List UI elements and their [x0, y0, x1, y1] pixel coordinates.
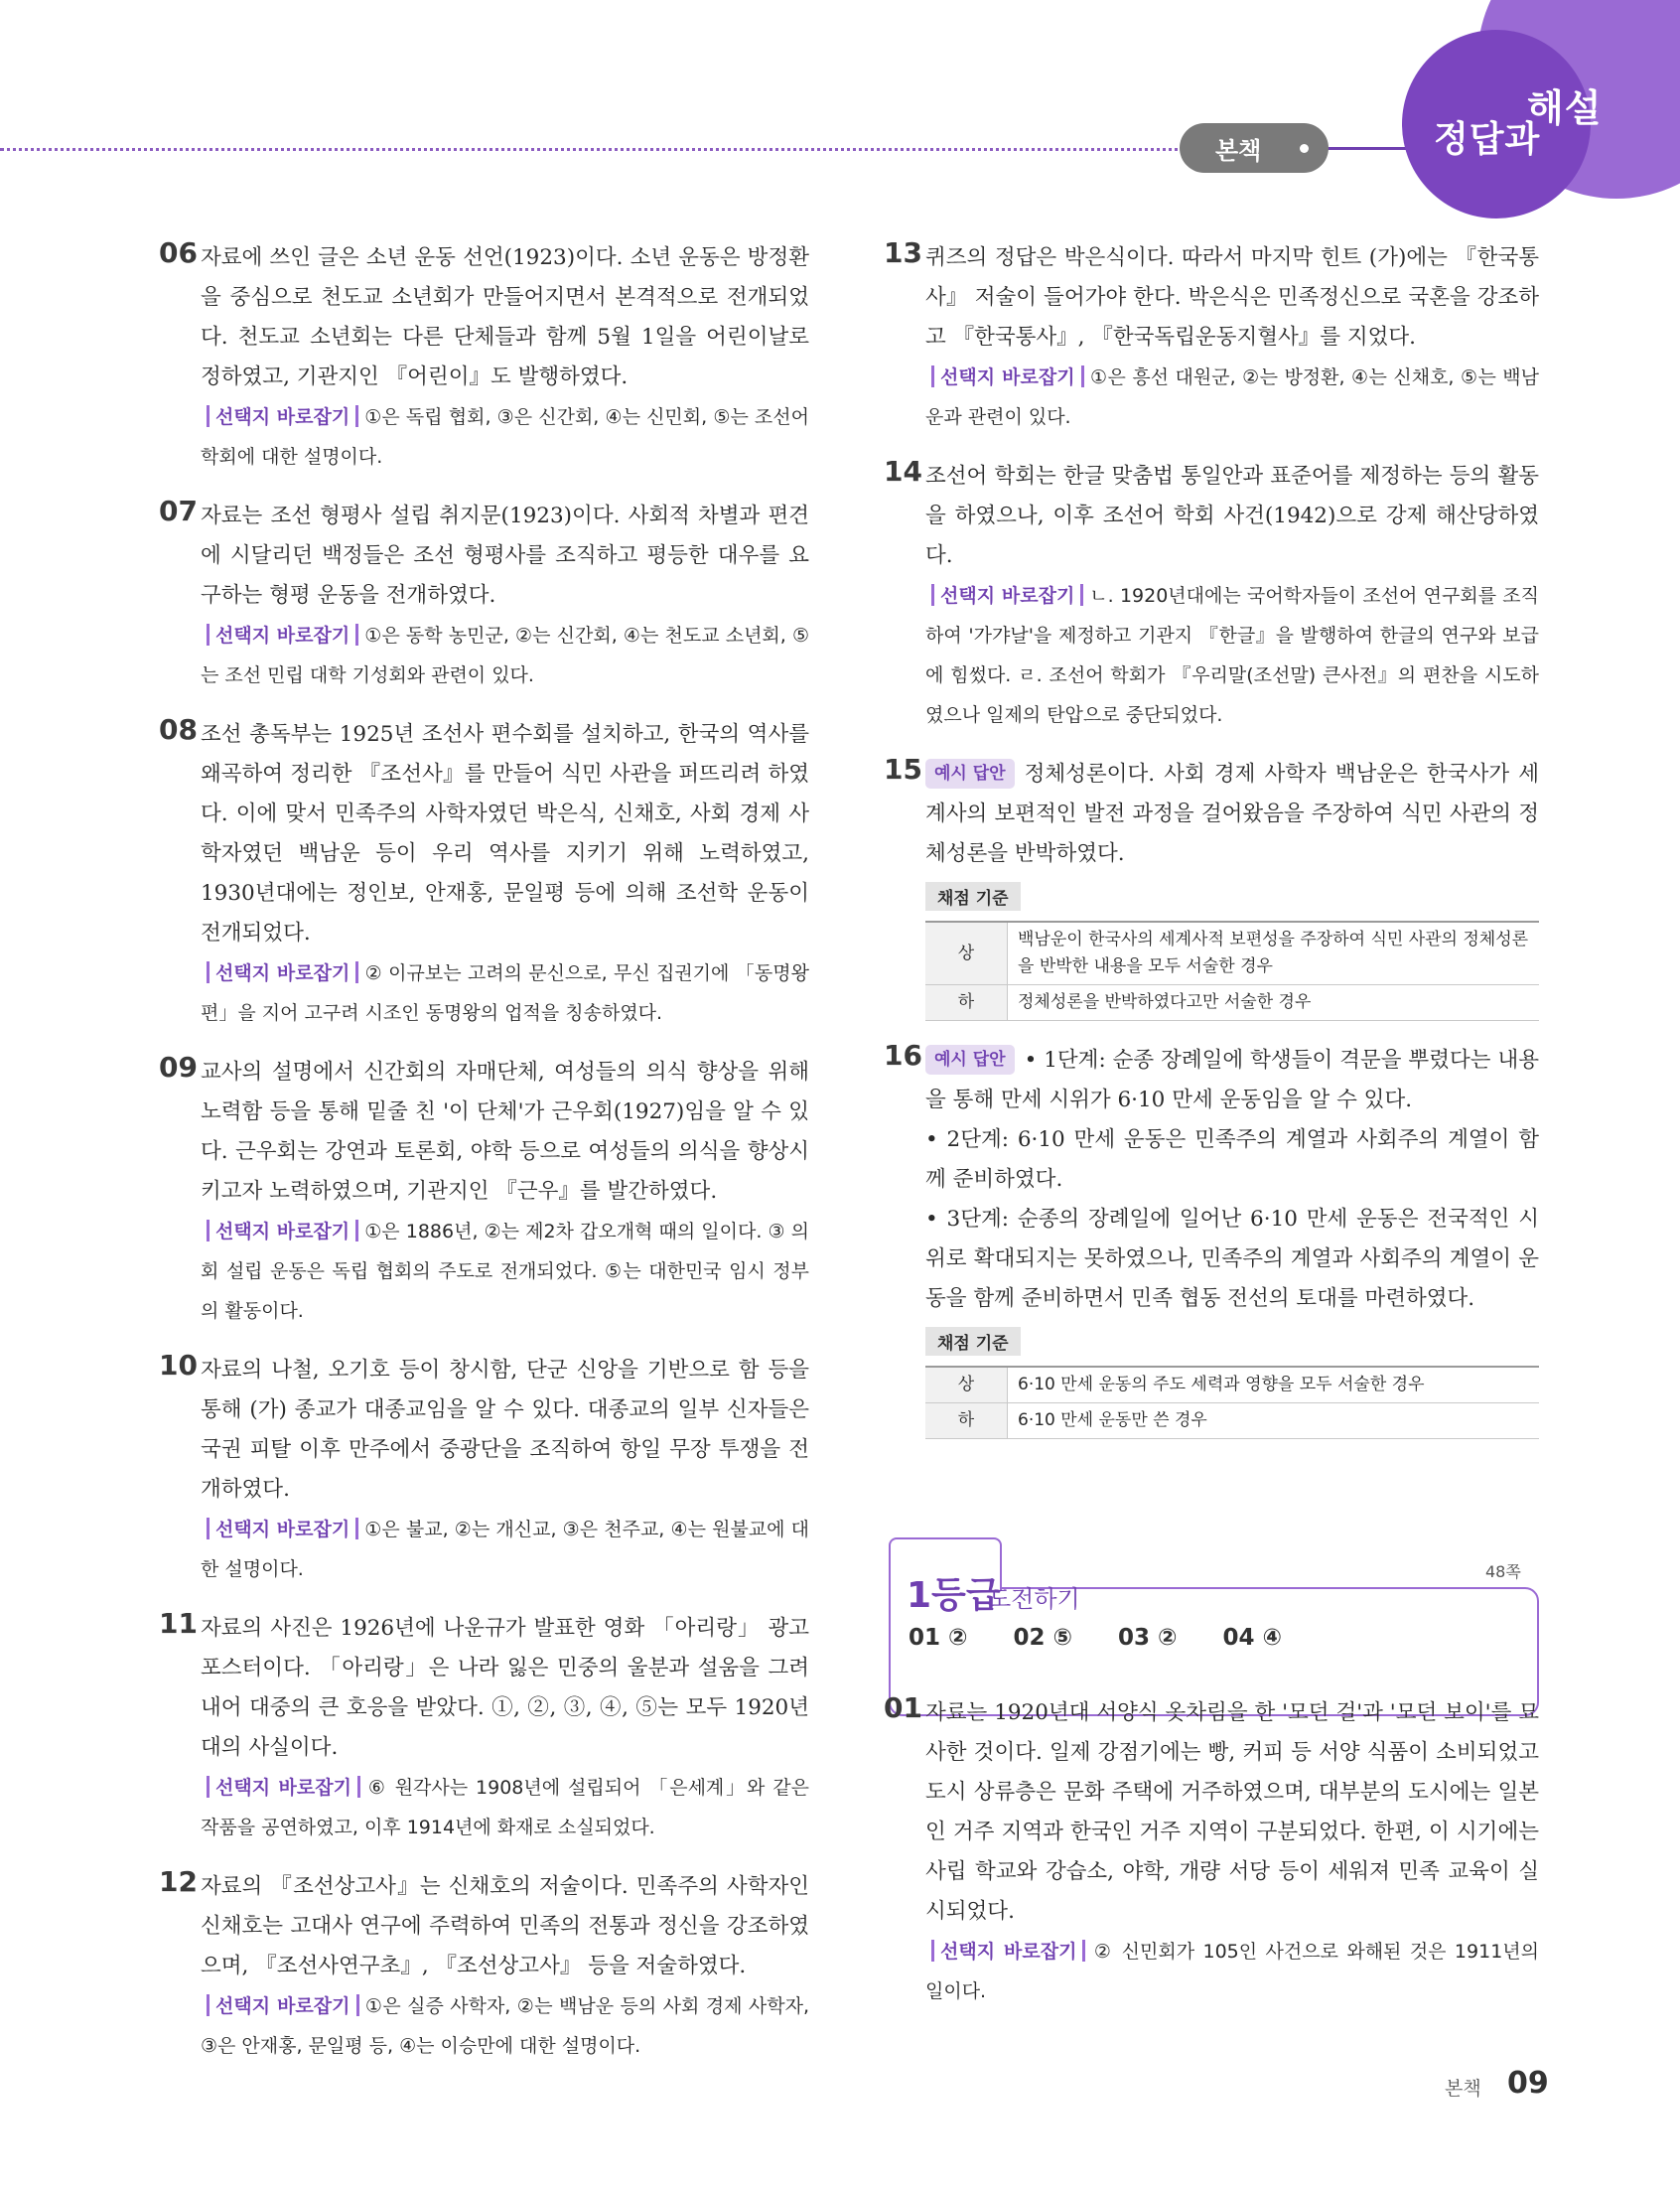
challenge-question-01	[884, 1693, 1539, 2011]
section-label: 본책	[1215, 136, 1262, 165]
question-08	[159, 715, 809, 1033]
answer-tip	[925, 576, 1539, 735]
criteria-level: 상	[925, 922, 1008, 985]
question-text: 자료의 사진은 1926년에 나운규가 발표한 영화 「아리랑」 광고 포스터이다. 「아리랑」은 나라 잃은 민중의 울분과 설움을 그려 내어 대중의 큰 호응을 받았다. ①, ②, ③, ④, ⑤는 모두 1920년대의 사실이다.	[201, 1616, 809, 1760]
tip-text: ㄴ. 1920년대에는 국어학자들이 조선어 연구회를 조직하여 '가갸날'을 제정하고 기관지 『한글』을 발행하여 한글의 연구와 보급에 힘썼다. ㄹ. 조선어 학회가 『우리말(조선말) 큰사전』의 편찬을 시도하였으나 일제의 탄압으로 중단되었다.	[925, 585, 1540, 726]
question-text: 자료의 나철, 오기호 등이 창시함, 단군 신앙을 기반으로 함 등을 통해 (가) 종교가 대종교임을 알 수 있다. 대종교의 일부 신자들은 국권 피탈 이후 만주에서 중광단을 조직하여 항일 무장 투쟁을 전개하였다.	[201, 1358, 809, 1502]
question-text: 교사의 설명에서 신간회의 자매단체, 여성들의 의식 향상을 위해 노력함 등을 통해 밑줄 친 '이 단체'가 근우회(1927)임을 알 수 있다. 근우회는 강연과 토론회, 야학 등으로 여성들의 의식을 향상시키고자 노력하였으며, 기관지인 『근우』를 발간하였다.	[201, 1060, 809, 1204]
footer-label: 본책	[1445, 2078, 1481, 2100]
question-12	[159, 1867, 809, 2066]
question-number: 12	[159, 1865, 198, 1898]
question-text	[925, 1041, 1539, 1319]
question-number: 10	[159, 1349, 198, 1382]
question-11	[159, 1609, 809, 1847]
answer-tip	[201, 1510, 809, 1589]
example-answer-badge: 예시 답안	[925, 759, 1015, 789]
question-text: 조선어 학회는 한글 맞춤법 통일안과 표준어를 제정하는 등의 활동을 하였으나, 이후 조선어 학회 사건(1942)으로 강제 해산당하였다.	[925, 464, 1539, 568]
question-16	[884, 1041, 1539, 1439]
question-09	[159, 1053, 809, 1331]
tip-label: 선택지 바로잡기	[215, 1519, 350, 1540]
question-number: 13	[884, 236, 922, 269]
criteria-desc: 6·10 만세 운동의 주도 세력과 영향을 모두 서술한 경우	[1008, 1367, 1540, 1403]
tip-label: 선택지 바로잡기	[215, 1777, 351, 1799]
example-answer-badge: 예시 답안	[925, 1045, 1015, 1075]
challenge-page-ref: 48쪽	[1479, 1559, 1527, 1582]
question-text: 퀴즈의 정답은 박은식이다. 따라서 마지막 힌트 (가)에는 『한국통사』 저술이 들어가야 한다. 박은식은 민족정신으로 국혼을 강조하고 『한국통사』, 『한국독립운동지혈사』를 지었다.	[925, 245, 1539, 350]
badge-title: 정답과	[1434, 119, 1541, 160]
question-number: 08	[159, 713, 198, 746]
question-number: 14	[884, 455, 922, 488]
answer-line: • 1단계: 순종 장례일에 학생들이 격문을 뿌렸다는 내용을 통해 만세 시위가 6·10 만세 운동임을 알 수 있다.	[925, 1048, 1539, 1112]
challenge-subtitle: 도전하기	[988, 1585, 1080, 1613]
challenge-title: 1등급	[907, 1575, 1001, 1616]
tip-label: 선택지 바로잡기	[940, 1941, 1077, 1963]
section-tab	[1180, 123, 1329, 173]
question-number: 06	[159, 236, 198, 269]
tip-label: 선택지 바로잡기	[215, 1221, 350, 1242]
question-text: 자료의 『조선상고사』는 신채호의 저술이다. 민족주의 사학자인 신채호는 고대사 연구에 주력하여 민족의 전통과 정신을 강조하였으며, 『조선사연구초』, 『조선상고사』 등을 저술하였다.	[201, 1874, 809, 1978]
tip-text: ①은 동학 농민군, ②는 신간회, ④는 천도교 소년회, ⑤는 조선 민립 대학 기성회와 관련이 있다.	[201, 625, 810, 686]
criteria-table	[925, 921, 1539, 1021]
tip-text: ①은 독립 협회, ③은 신간회, ④는 신민회, ⑤는 조선어 학회에 대한 설명이다.	[201, 406, 809, 468]
tip-label: 선택지 바로잡기	[940, 366, 1075, 388]
question-number: 11	[159, 1607, 198, 1640]
answer-tip	[201, 1212, 809, 1331]
challenge-answers	[909, 1625, 1320, 1651]
answer-item: 02 ⑤	[1013, 1625, 1073, 1651]
tip-text: ② 신민회가 105인 사건으로 와해된 것은 1911년의 일이다.	[925, 1941, 1539, 2002]
answer-item: 01 ②	[909, 1625, 968, 1651]
badge-subtitle: 해설	[1527, 86, 1603, 130]
question-number: 16	[884, 1039, 922, 1072]
tip-text: ①은 실증 사학자, ②는 백남운 등의 사회 경제 사학자, ③은 안재홍, 문일평 등, ④는 이승만에 대한 설명이다.	[201, 1995, 810, 2057]
question-text: 조선 총독부는 1925년 조선사 편수회를 설치하고, 한국의 역사를 왜곡하여 정리한 『조선사』를 만들어 식민 사관을 퍼뜨리려 하였다. 이에 맞서 민족주의 사학자였던 박은식, 신채호, 사회 경제 사학자였던 백남운 등이 우리 역사를 지키기 위해 노력하였고, 1930년대에는 정인보, 안재홍, 문일평 등에 의해 조선학 운동이 전개되었다.	[201, 722, 809, 946]
page-number: 09	[1507, 2066, 1549, 2101]
question-number: 15	[884, 753, 922, 786]
answer-line: • 3단계: 순종의 장례일에 일어난 6·10 만세 운동은 전국적인 시위로 확대되지는 못하였으나, 민족주의 계열과 사회주의 계열이 운동을 함께 준비하면서 민족 협동 전선의 토대를 마련하였다.	[925, 1207, 1539, 1311]
question-text	[925, 755, 1539, 874]
criteria-desc: 6·10 만세 운동만 쓴 경우	[1008, 1403, 1540, 1439]
question-14	[884, 457, 1539, 735]
table-row	[925, 922, 1539, 985]
answer-tip	[201, 1768, 809, 1847]
answer-tip	[201, 953, 809, 1033]
table-row	[925, 985, 1539, 1021]
tip-label: 선택지 바로잡기	[215, 1995, 350, 2017]
criteria-desc: 백남운이 한국사의 세계사적 보편성을 주장하여 식민 사관의 정체성론을 반박한 내용을 모두 서술한 경우	[1008, 922, 1540, 985]
question-text: 자료는 1920년대 서양식 옷차림을 한 '모던 걸'과 '모던 보이'를 묘사한 것이다. 일제 강점기에는 빵, 커피 등 서양 식품이 소비되었고 도시 상류층은 문화 주택에 거주하였으며, 대부분의 도시에는 일본인 거주 지역과 한국인 거주 지역이 구분되었다. 한편, 이 시기에는 사립 학교와 강습소, 야학, 개량 서당 등이 세워져 민족 교육이 실시되었다.	[925, 1700, 1539, 1924]
challenge-question-column	[884, 1693, 1539, 2031]
right-column	[884, 238, 1539, 1459]
criteria-desc: 정체성론을 반박하였다고만 서술한 경우	[1008, 985, 1540, 1021]
criteria-level: 하	[925, 1403, 1008, 1439]
tip-text: ② 이규보는 고려의 문신으로, 무신 집권기에 「동명왕편」을 지어 고구려 시조인 동명왕의 업적을 칭송하였다.	[201, 962, 809, 1024]
question-10	[159, 1351, 809, 1589]
tip-label: 선택지 바로잡기	[215, 962, 350, 984]
table-row	[925, 1403, 1539, 1439]
answer-item: 03 ②	[1118, 1625, 1178, 1651]
tip-label: 선택지 바로잡기	[940, 585, 1075, 607]
tip-text: ①은 1886년, ②는 제2차 갑오개혁 때의 일이다. ③ 의회 설립 운동은 독립 협회의 주도로 전개되었다. ⑤는 대한민국 임시 정부의 활동이다.	[201, 1221, 810, 1322]
criteria-level: 상	[925, 1367, 1008, 1403]
criteria-header: 채점 기준	[925, 1327, 1021, 1356]
question-number: 07	[159, 495, 198, 527]
tip-label: 선택지 바로잡기	[215, 625, 350, 647]
answer-tip	[925, 1932, 1539, 2011]
question-text: 자료는 조선 형평사 설립 취지문(1923)이다. 사회적 차별과 편견에 시달리던 백정들은 조선 형평사를 조직하고 평등한 대우를 요구하는 형평 운동을 전개하였다.	[201, 504, 809, 608]
tip-label: 선택지 바로잡기	[215, 406, 350, 428]
pill-dot-icon	[1300, 144, 1309, 153]
criteria-level: 하	[925, 985, 1008, 1021]
criteria-table	[925, 1366, 1539, 1439]
question-number: 09	[159, 1051, 198, 1084]
criteria-header: 채점 기준	[925, 882, 1021, 911]
answer-tip	[201, 616, 809, 695]
answer-line: • 2단계: 6·10 만세 운동은 민족주의 계열과 사회주의 계열이 함께 준비하였다.	[925, 1127, 1539, 1192]
question-15	[884, 755, 1539, 1021]
answer-tip	[201, 1986, 809, 2066]
answer-tip	[925, 358, 1539, 437]
tip-text: ①은 불교, ②는 개신교, ③은 천주교, ④는 원불교에 대한 설명이다.	[201, 1519, 809, 1580]
left-column	[159, 238, 809, 2086]
question-07	[159, 497, 809, 695]
answer-text: 정체성론이다. 사회 경제 사학자 백남운은 한국사가 세계사의 보편적인 발전 과정을 걸어왔음을 주장하여 식민 사관의 정체성론을 반박하였다.	[925, 762, 1539, 866]
answer-item: 04 ④	[1222, 1625, 1283, 1651]
table-row	[925, 1367, 1539, 1403]
question-text: 자료에 쓰인 글은 소년 운동 선언(1923)이다. 소년 운동은 방정환을 중심으로 천도교 소년회가 만들어지면서 본격적으로 전개되었다. 천도교 소년회는 다른 단체들과 함께 5월 1일을 어린이날로 정하였고, 기관지인 『어린이』도 발행하였다.	[201, 245, 809, 389]
tip-text: ⑥ 원각사는 1908년에 설립되어 「은세계」와 같은 작품을 공연하였고, 이후 1914년에 화재로 소실되었다.	[201, 1777, 810, 1838]
answer-tip	[201, 397, 809, 477]
tip-text: ①은 흥선 대원군, ②는 방정환, ④는 신채호, ⑤는 백남운과 관련이 있다.	[925, 366, 1539, 428]
question-number: 01	[884, 1691, 922, 1724]
question-13	[884, 238, 1539, 437]
header-divider	[0, 148, 1191, 151]
question-06	[159, 238, 809, 477]
challenge-box	[889, 1537, 1544, 1667]
